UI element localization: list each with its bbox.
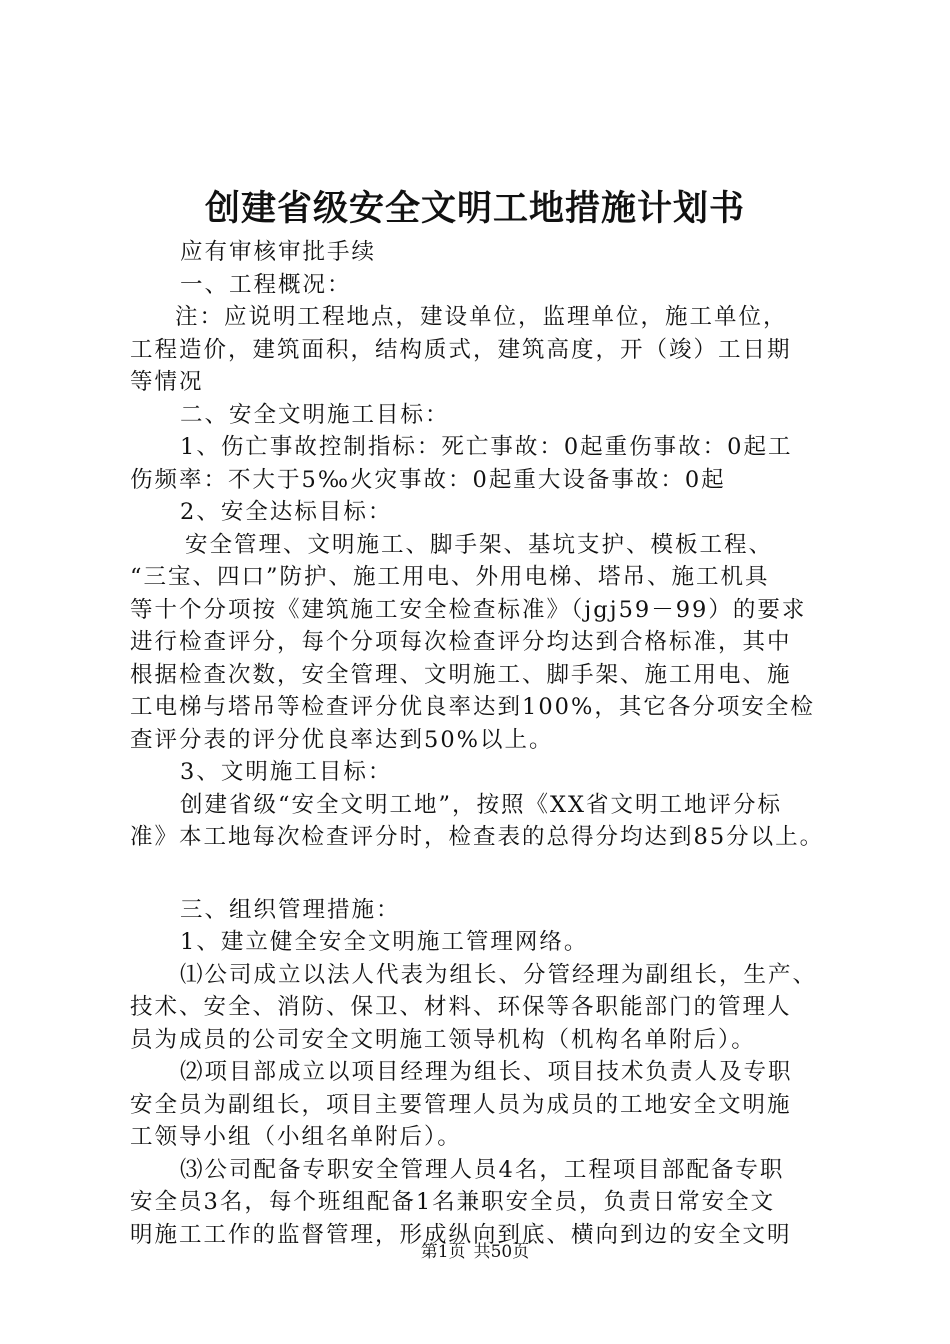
- page-footer: [0, 1240, 950, 1264]
- subsection-heading: 1、建立健全安全文明施工管理网络。: [180, 929, 589, 955]
- paragraph-line: 安全员3名，每个班组配备1名兼职安全员，负责日常安全文: [130, 1189, 776, 1215]
- paragraph-line: 伤频率：不大于5‰火灾事故：0起重大设备事故：0起: [130, 466, 726, 493]
- subsection-heading: 2、安全达标目标：: [180, 499, 393, 525]
- paragraph-line: 等情况: [130, 369, 204, 395]
- paragraph-line: 安全管理、文明施工、脚手架、基坑支护、模板工程、: [185, 531, 774, 558]
- paragraph-line: 应有审核审批手续: [180, 239, 377, 265]
- paragraph-line: ⑴公司成立以法人代表为组长、分管经理为副组长，生产、: [180, 961, 818, 988]
- paragraph-line: 员为成员的公司安全文明施工领导机构（机构名单附后）。: [130, 1026, 756, 1053]
- paragraph-line: ⑶公司配备专职安全管理人员4名，工程项目部配备专职: [180, 1156, 785, 1183]
- paragraph-line: 注：应说明工程地点，建设单位，监理单位，施工单位，: [175, 304, 788, 330]
- paragraph-line: 工程造价，建筑面积，结构质式，建筑高度，开（竣）工日期: [130, 336, 792, 363]
- document-body: [130, 236, 835, 1251]
- paragraph-line: 工领导小组（小组名单附后）。: [130, 1124, 462, 1150]
- paragraph-line: 工电梯与塔吊等检查评分优良率达到100%，其它各分项安全检: [130, 694, 815, 720]
- page-total: 共50页: [473, 1242, 530, 1262]
- section-heading: 一、工程概况：: [180, 271, 352, 298]
- paragraph-gap: [130, 854, 835, 894]
- paragraph-line: 1、伤亡事故控制指标：死亡事故：0起重伤事故：0起工: [180, 434, 793, 460]
- paragraph-line: 进行检查评分，每个分项每次检查评分均达到合格标准，其中: [130, 629, 792, 655]
- section-heading: 二、安全文明施工目标：: [180, 401, 450, 428]
- paragraph-line: 准》本工地每次检查评分时，检查表的总得分均达到85分以上。: [130, 824, 825, 850]
- paragraph-line: ⑵项目部成立以项目经理为组长、项目技术负责人及专职: [180, 1059, 793, 1085]
- paragraph-line: 技术、安全、消防、保卫、材料、环保等各职能部门的管理人: [130, 994, 792, 1020]
- paragraph-line: 查评分表的评分优良率达到50%以上。: [130, 726, 554, 753]
- section-heading: 三、组织管理措施：: [180, 896, 401, 923]
- document-title: 创建省级安全文明工地措施计划书: [204, 188, 745, 229]
- paragraph-line: 根据检查次数，安全管理、文明施工、脚手架、施工用电、施: [130, 661, 792, 688]
- paragraph-line: 等十个分项按《建筑施工安全检查标准》（jgj59－99）的要求: [130, 596, 807, 623]
- page-number: 第1页: [420, 1242, 466, 1262]
- paragraph-line: 安全员为副组长，项目主要管理人员为成员的工地安全文明施: [130, 1091, 792, 1118]
- subsection-heading: 3、文明施工目标：: [180, 759, 393, 785]
- paragraph-line: 明施工工作的监督管理，形成纵向到底、横向到边的安全文明: [130, 1221, 792, 1248]
- paragraph-line: “三宝、四口”防护、施工用电、外用电梯、塔吊、施工机具: [130, 564, 770, 590]
- paragraph-line: 创建省级“安全文明工地”，按照《XX省文明工地评分标: [180, 791, 783, 818]
